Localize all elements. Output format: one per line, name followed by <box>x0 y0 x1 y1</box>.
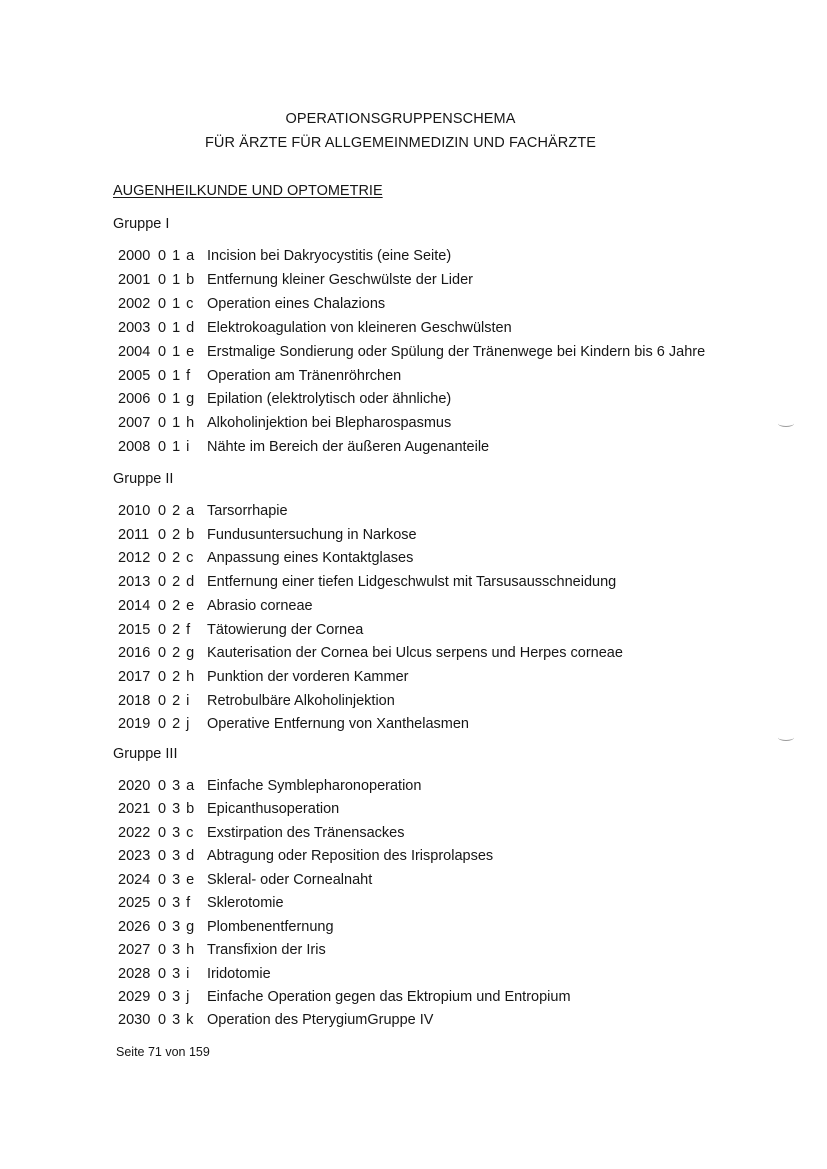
row-description: Abrasio corneae <box>207 598 313 614</box>
row-subcode: 0 3 e <box>158 872 196 888</box>
row-subcode: 0 1 c <box>158 296 195 312</box>
row-description: Plombenentfernung <box>207 919 334 935</box>
scan-artifact <box>778 420 794 427</box>
row-description: Alkoholinjektion bei Blepharospasmus <box>207 415 452 431</box>
row-subcode: 0 1 a <box>158 248 196 264</box>
row-description: Tarsorrhapie <box>207 503 288 519</box>
row-code: 2012 <box>118 550 151 566</box>
row-description: Einfache Symblepharonoperation <box>207 778 422 794</box>
row-description: Entfernung einer tiefen Lidgeschwulst mit Tarsusausschneidung <box>207 574 617 590</box>
row-description: Epicanthusoperation <box>207 801 340 817</box>
row-subcode: 0 3 f <box>158 895 192 911</box>
row-code: 2000 <box>118 248 151 264</box>
section-heading: AUGENHEILKUNDE UND OPTOMETRIE <box>113 183 383 199</box>
row-description: Sklerotomie <box>207 895 284 911</box>
row-subcode: 0 3 b <box>158 801 196 817</box>
row-subcode: 0 1 g <box>158 391 196 407</box>
row-code: 2013 <box>118 574 151 590</box>
row-description: Operation eines Chalazions <box>207 296 386 312</box>
row-subcode: 0 2 d <box>158 574 196 590</box>
row-code: 2023 <box>118 848 151 864</box>
row-subcode: 0 2 b <box>158 527 196 543</box>
row-code: 2004 <box>118 344 151 360</box>
row-code: 2015 <box>118 622 151 638</box>
row-description: Entfernung kleiner Geschwülste der Lider <box>207 272 473 288</box>
row-subcode: 0 2 e <box>158 598 196 614</box>
row-description: Retrobulbäre Alkoholinjektion <box>207 693 395 709</box>
row-description: Einfache Operation gegen das Ektropium und Entropium <box>207 989 571 1005</box>
row-subcode: 0 1 f <box>158 368 192 384</box>
row-code: 2026 <box>118 919 151 935</box>
row-code: 2010 <box>118 503 151 519</box>
row-code: 2006 <box>118 391 151 407</box>
row-description: Tätowierung der Cornea <box>207 622 364 638</box>
row-subcode: 0 3 h <box>158 942 196 958</box>
row-code: 2021 <box>118 801 151 817</box>
row-code: 2027 <box>118 942 151 958</box>
row-code: 2002 <box>118 296 151 312</box>
row-code: 2018 <box>118 693 151 709</box>
row-subcode: 0 1 e <box>158 344 196 360</box>
group-heading-3: Gruppe III <box>113 746 178 762</box>
row-description: Exstirpation des Tränensackes <box>207 825 405 841</box>
row-code: 2017 <box>118 669 151 685</box>
row-code: 2005 <box>118 368 151 384</box>
row-subcode: 0 3 a <box>158 778 196 794</box>
page-footer: Seite 71 von 159 <box>116 1045 210 1059</box>
row-code: 2024 <box>118 872 151 888</box>
row-description: Kauterisation der Cornea bei Ulcus serpens und Herpes corneae <box>207 645 623 661</box>
row-description: Incision bei Dakryocystitis (eine Seite) <box>207 248 452 264</box>
row-code: 2022 <box>118 825 151 841</box>
row-code: 2029 <box>118 989 151 1005</box>
row-description: Erstmalige Sondierung oder Spülung der Tränenwege bei Kindern bis 6 Jahre <box>207 344 706 360</box>
row-subcode: 0 1 d <box>158 320 196 336</box>
row-description: Operative Entfernung von Xanthelasmen <box>207 716 469 732</box>
row-code: 2016 <box>118 645 151 661</box>
row-description: Abtragung oder Reposition des Irisprolapses <box>207 848 494 864</box>
row-code: 2008 <box>118 439 151 455</box>
row-subcode: 0 2 g <box>158 645 196 661</box>
row-code: 2025 <box>118 895 151 911</box>
scan-artifact <box>778 734 794 741</box>
row-description: Iridotomie <box>207 966 271 982</box>
row-code: 2019 <box>118 716 151 732</box>
row-subcode: 0 3 k <box>158 1012 195 1028</box>
row-subcode: 0 3 c <box>158 825 195 841</box>
row-description: Transfixion der Iris <box>207 942 326 958</box>
row-subcode: 0 2 c <box>158 550 195 566</box>
row-description: Punktion der vorderen Kammer <box>207 669 409 685</box>
row-description: Epilation (elektrolytisch oder ähnliche) <box>207 391 452 407</box>
row-code: 2007 <box>118 415 151 431</box>
row-description: Skleral- oder Cornealnaht <box>207 872 373 888</box>
row-code: 2020 <box>118 778 151 794</box>
group-heading-1: Gruppe I <box>113 216 170 232</box>
row-code: 2011 <box>118 527 150 543</box>
row-code: 2003 <box>118 320 151 336</box>
row-subcode: 0 2 h <box>158 669 196 685</box>
row-subcode: 0 1 i <box>158 439 191 455</box>
row-subcode: 0 2 i <box>158 693 191 709</box>
row-code: 2001 <box>118 272 151 288</box>
row-subcode: 0 3 g <box>158 919 196 935</box>
row-code: 2028 <box>118 966 151 982</box>
row-description: Nähte im Bereich der äußeren Augenanteile <box>207 439 490 455</box>
row-subcode: 0 2 j <box>158 716 191 732</box>
row-subcode: 0 3 d <box>158 848 196 864</box>
document-subtitle: FÜR ÄRZTE FÜR ALLGEMEINMEDIZIN UND FACHÄRZTE <box>204 135 597 151</box>
row-subcode: 0 2 f <box>158 622 192 638</box>
document-title: OPERATIONSGRUPPENSCHEMA <box>285 111 516 127</box>
row-description: Fundusuntersuchung in Narkose <box>207 527 417 543</box>
row-description: Operation des PterygiumGruppe IV <box>207 1012 434 1028</box>
row-subcode: 0 2 a <box>158 503 196 519</box>
group-heading-2: Gruppe II <box>113 471 174 487</box>
row-code: 2014 <box>118 598 151 614</box>
row-subcode: 0 1 h <box>158 415 196 431</box>
row-description: Operation am Tränenröhrchen <box>207 368 402 384</box>
row-subcode: 0 3 i <box>158 966 191 982</box>
row-subcode: 0 3 j <box>158 989 191 1005</box>
row-code: 2030 <box>118 1012 151 1028</box>
row-description: Anpassung eines Kontaktglases <box>207 550 414 566</box>
row-description: Elektrokoagulation von kleineren Geschwülsten <box>207 320 512 336</box>
row-subcode: 0 1 b <box>158 272 196 288</box>
